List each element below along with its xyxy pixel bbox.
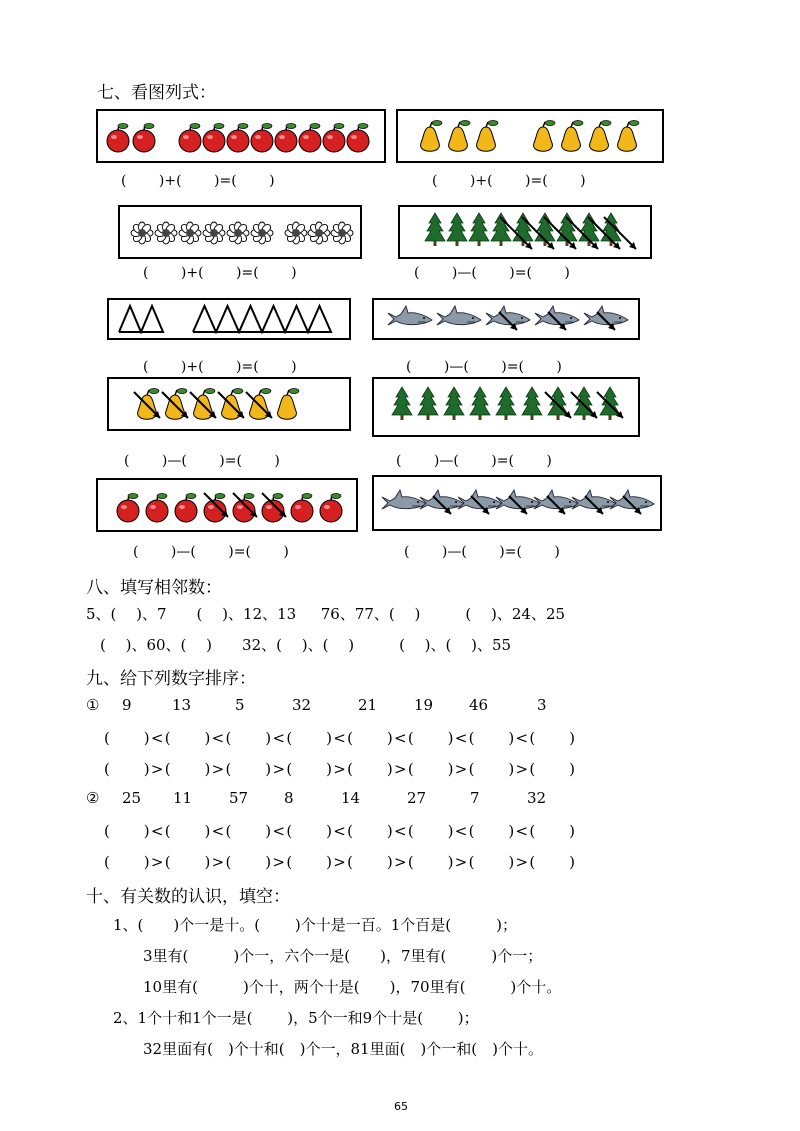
tree-icon: [470, 387, 490, 420]
pear-icon: [590, 121, 611, 152]
apple-icon: [227, 124, 249, 153]
flower-icon: [308, 222, 330, 244]
sort-number: 25: [122, 789, 142, 807]
tree-icon: [418, 387, 438, 420]
less-than-row-1: ( )<( )<( )<( )<( )<( )<( )<( ): [104, 729, 577, 747]
sort-label-2: ②: [86, 789, 100, 807]
shark-icon: [382, 490, 426, 509]
pear-icon: [421, 121, 442, 152]
pear-icon: [477, 121, 498, 152]
section-7-title: 七、看图列式：: [97, 83, 216, 103]
fill-line-2: 3里有( )个一，六个一是( )，7里有( )个一；: [143, 947, 543, 965]
picture-box-pears: [396, 109, 664, 163]
apple-icon: [203, 124, 225, 153]
picture-box-triangles: [107, 298, 351, 340]
flower-icon: [131, 222, 153, 244]
fill-line-5: 32里面有( )个十和( )个一，81里面( )个一和( )个十。: [143, 1040, 543, 1058]
equation-8: ( )—( )=( ): [396, 453, 552, 469]
section-8-title: 八、填写相邻数：: [86, 578, 222, 598]
apple-icon: [175, 494, 197, 523]
picture-box-apples-1: [96, 109, 386, 163]
apple-icon: [262, 494, 284, 523]
equation-5: ( )+( )=( ): [143, 359, 297, 375]
greater-than-row-2: ( )>( )>( )>( )>( )>( )>( )>( ): [104, 853, 577, 871]
tree-icon: [522, 387, 542, 420]
sort-number: 19: [414, 696, 434, 714]
apple-icon: [323, 124, 345, 153]
fill-line-1: 1、( )个一是十。( )个十是一百。1个百是( )；: [113, 916, 517, 934]
adjacent-numbers-row-2: ( )、60、( ) 32、( )、( ) ( )、( )、55: [100, 636, 512, 654]
sort-number: 27: [407, 789, 427, 807]
apple-icon: [107, 124, 129, 153]
apple-icon: [204, 494, 226, 523]
flower-icon: [227, 222, 249, 244]
flower-icon: [203, 222, 225, 244]
flower-icon: [155, 222, 177, 244]
sort-number: 14: [341, 789, 361, 807]
sort-number: 21: [358, 696, 378, 714]
adjacent-numbers-row-1: 5、( )、7 ( )、12、13 76、77、( ) ( )、24、25: [86, 605, 566, 623]
apple-icon: [117, 494, 139, 523]
fill-line-3: 10里有( )个十，两个十是( )，70里有( )个十。: [143, 978, 562, 996]
page-number: 65: [394, 1100, 408, 1113]
sort-number: 7: [470, 789, 480, 807]
section-10-title: 十、有关数的认识，填空：: [86, 887, 290, 907]
tree-icon: [447, 213, 467, 246]
shark-icon: [437, 306, 481, 325]
pear-icon: [618, 121, 639, 152]
picture-box-apples-2: [96, 478, 358, 532]
tree-icon: [392, 387, 412, 420]
equation-6: ( )—( )=( ): [406, 359, 562, 375]
pear-icon: [449, 121, 470, 152]
picture-box-flowers: [118, 205, 362, 259]
sort-label-1: ①: [86, 696, 100, 714]
equation-9: ( )—( )=( ): [133, 544, 289, 560]
apple-icon: [291, 494, 313, 523]
tree-icon: [425, 213, 445, 246]
flower-icon: [285, 222, 307, 244]
sort-number: 46: [469, 696, 489, 714]
section-9-title: 九、给下列数字排序：: [86, 669, 256, 689]
equation-7: ( )—( )=( ): [124, 453, 280, 469]
equation-3: ( )+( )=( ): [143, 265, 297, 281]
apple-icon: [146, 494, 168, 523]
pear-icon: [562, 121, 583, 152]
sort-number: 9: [122, 696, 132, 714]
apple-icon: [179, 124, 201, 153]
sort-number: 32: [292, 696, 312, 714]
pear-icon: [278, 389, 299, 420]
triangle-icon: [119, 306, 163, 332]
less-than-row-2: ( )<( )<( )<( )<( )<( )<( )<( ): [104, 822, 577, 840]
equation-1: ( )+( )=( ): [121, 173, 275, 189]
tree-icon: [444, 387, 464, 420]
flower-icon: [179, 222, 201, 244]
tree-icon: [496, 387, 516, 420]
apple-icon: [320, 494, 342, 523]
sort-number: 5: [235, 696, 245, 714]
picture-box-pears-2: [107, 377, 351, 431]
apple-icon: [275, 124, 297, 153]
equation-2: ( )+( )=( ): [432, 173, 586, 189]
triangle-icon: [193, 306, 331, 332]
picture-box-sharks-1: [372, 298, 640, 340]
flower-icon: [251, 222, 273, 244]
sort-number: 32: [527, 789, 547, 807]
apple-icon: [133, 124, 155, 153]
apple-icon: [299, 124, 321, 153]
fill-line-4: 2、1个十和1个一是( )，5个一和9个十是( )；: [113, 1009, 479, 1027]
picture-box-sharks-2: [372, 475, 662, 531]
sort-number: 11: [173, 789, 193, 807]
tree-icon: [469, 213, 489, 246]
apple-icon: [233, 494, 255, 523]
greater-than-row-1: ( )>( )>( )>( )>( )>( )>( )>( ): [104, 760, 577, 778]
flower-icon: [331, 222, 353, 244]
picture-box-trees-1: [398, 205, 652, 259]
picture-box-trees-2: [372, 377, 640, 437]
equation-4: ( )—( )=( ): [414, 265, 570, 281]
shark-icon: [388, 306, 432, 325]
apple-icon: [251, 124, 273, 153]
sort-number: 3: [537, 696, 547, 714]
pear-icon: [534, 121, 555, 152]
sort-number: 57: [229, 789, 249, 807]
equation-10: ( )—( )=( ): [404, 544, 560, 560]
sort-number: 13: [172, 696, 192, 714]
apple-icon: [347, 124, 369, 153]
sort-number: 8: [284, 789, 294, 807]
